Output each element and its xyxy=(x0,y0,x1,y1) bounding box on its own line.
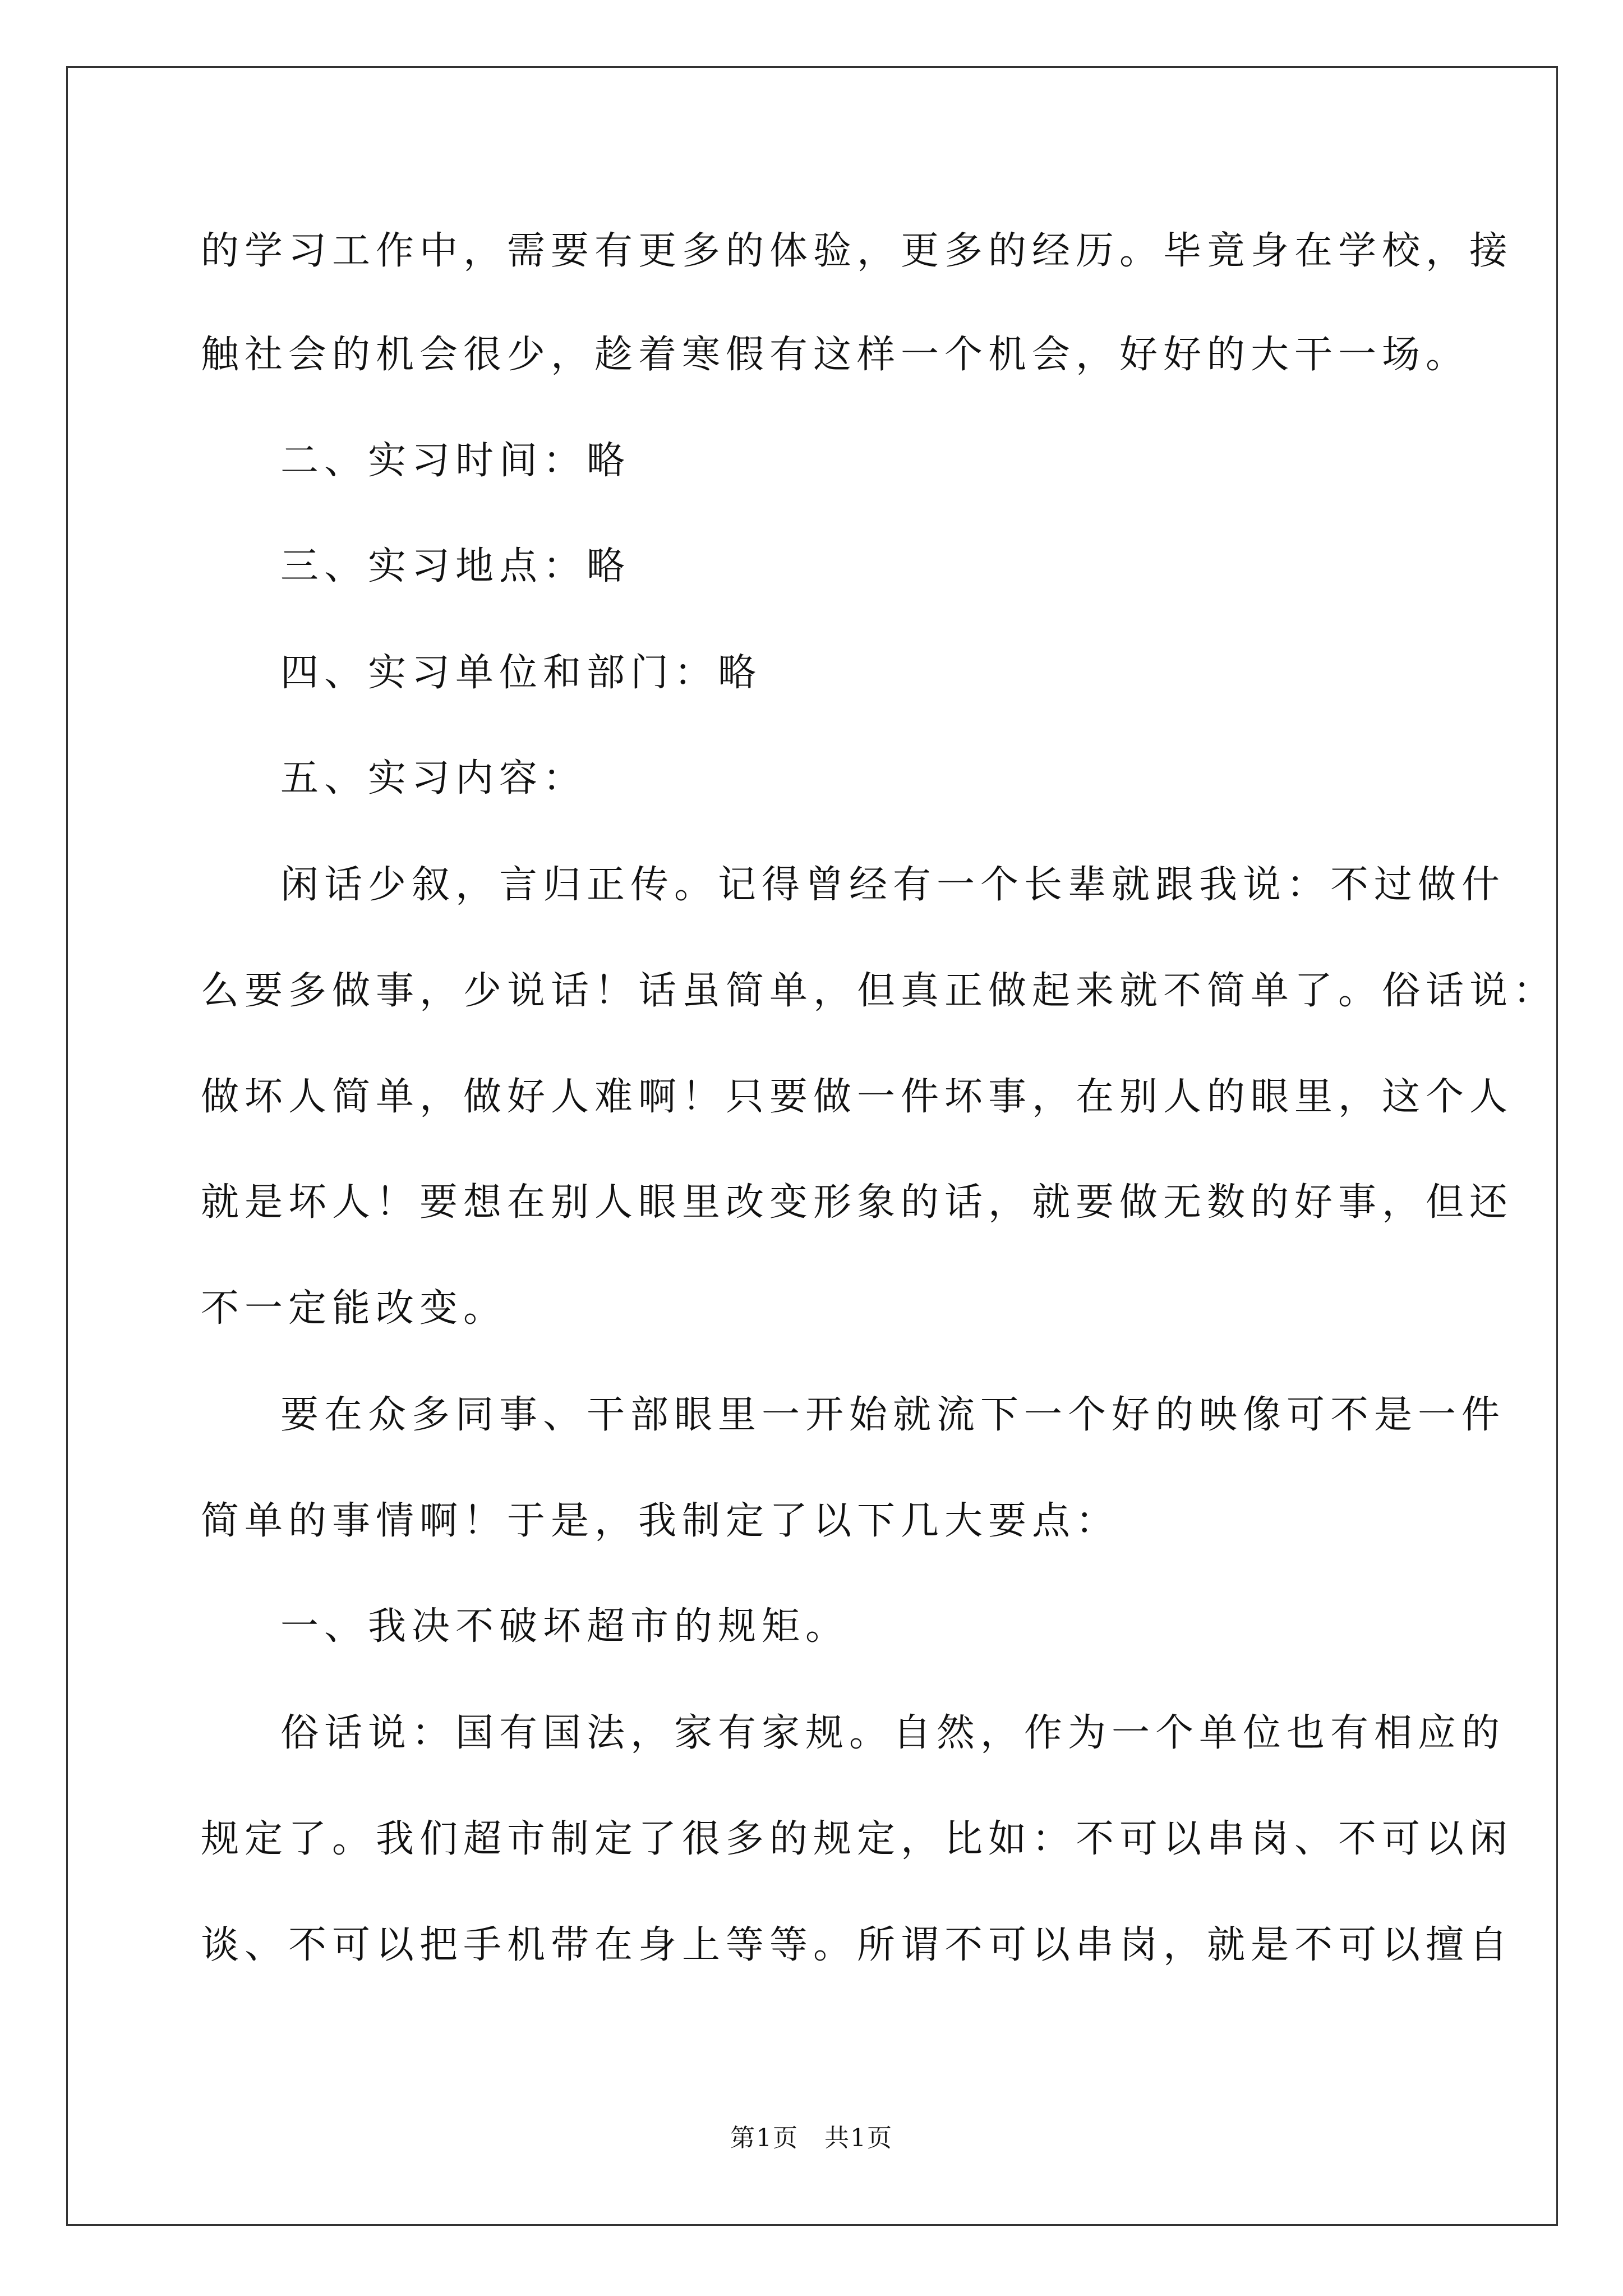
text-line: 触社会的机会很少，趁着寒假有这样一个机会，好好的大干一场。 xyxy=(201,333,1470,377)
page-footer: 第1页 共1页 xyxy=(730,2124,893,2152)
section-heading: 五、实习内容： xyxy=(280,756,587,800)
text-line: 的学习工作中，需要有更多的体验，更多的经历。毕竟身在学校，接 xyxy=(201,229,1514,273)
text-line: 简单的事情啊！于是，我制定了以下几大要点： xyxy=(201,1499,1120,1543)
text-line: 俗话说：国有国法，家有家规。自然，作为一个单位也有相应的 xyxy=(280,1711,1506,1755)
text-line: 要在众多同事、干部眼里一开始就流下一个好的映像可不是一件 xyxy=(280,1393,1506,1437)
text-line: 谈、不可以把手机带在身上等等。所谓不可以串岗，就是不可以擅自 xyxy=(201,1923,1514,1967)
text-line: 闲话少叙，言归正传。记得曾经有一个长辈就跟我说：不过做什 xyxy=(280,863,1506,907)
text-line: 就是坏人！要想在别人眼里改变形象的话，就要做无数的好事，但还 xyxy=(201,1180,1514,1225)
section-heading: 一、我决不破坏超市的规矩。 xyxy=(280,1604,850,1649)
text-line: 不一定能改变。 xyxy=(201,1286,508,1331)
section-heading: 四、实习单位和部门：略 xyxy=(280,651,762,695)
text-line: 做坏人简单，做好人难啊！只要做一件坏事，在别人的眼里，这个人 xyxy=(201,1075,1514,1119)
section-heading: 二、实习时间：略 xyxy=(280,439,631,483)
text-line: 规定了。我们超市制定了很多的规定，比如：不可以串岗、不可以闲 xyxy=(201,1817,1514,1861)
page-border xyxy=(66,66,1558,2226)
text-line: 么要多做事，少说话！话虽简单，但真正做起来就不简单了。俗话说： xyxy=(201,969,1557,1013)
section-heading: 三、实习地点：略 xyxy=(280,544,631,588)
